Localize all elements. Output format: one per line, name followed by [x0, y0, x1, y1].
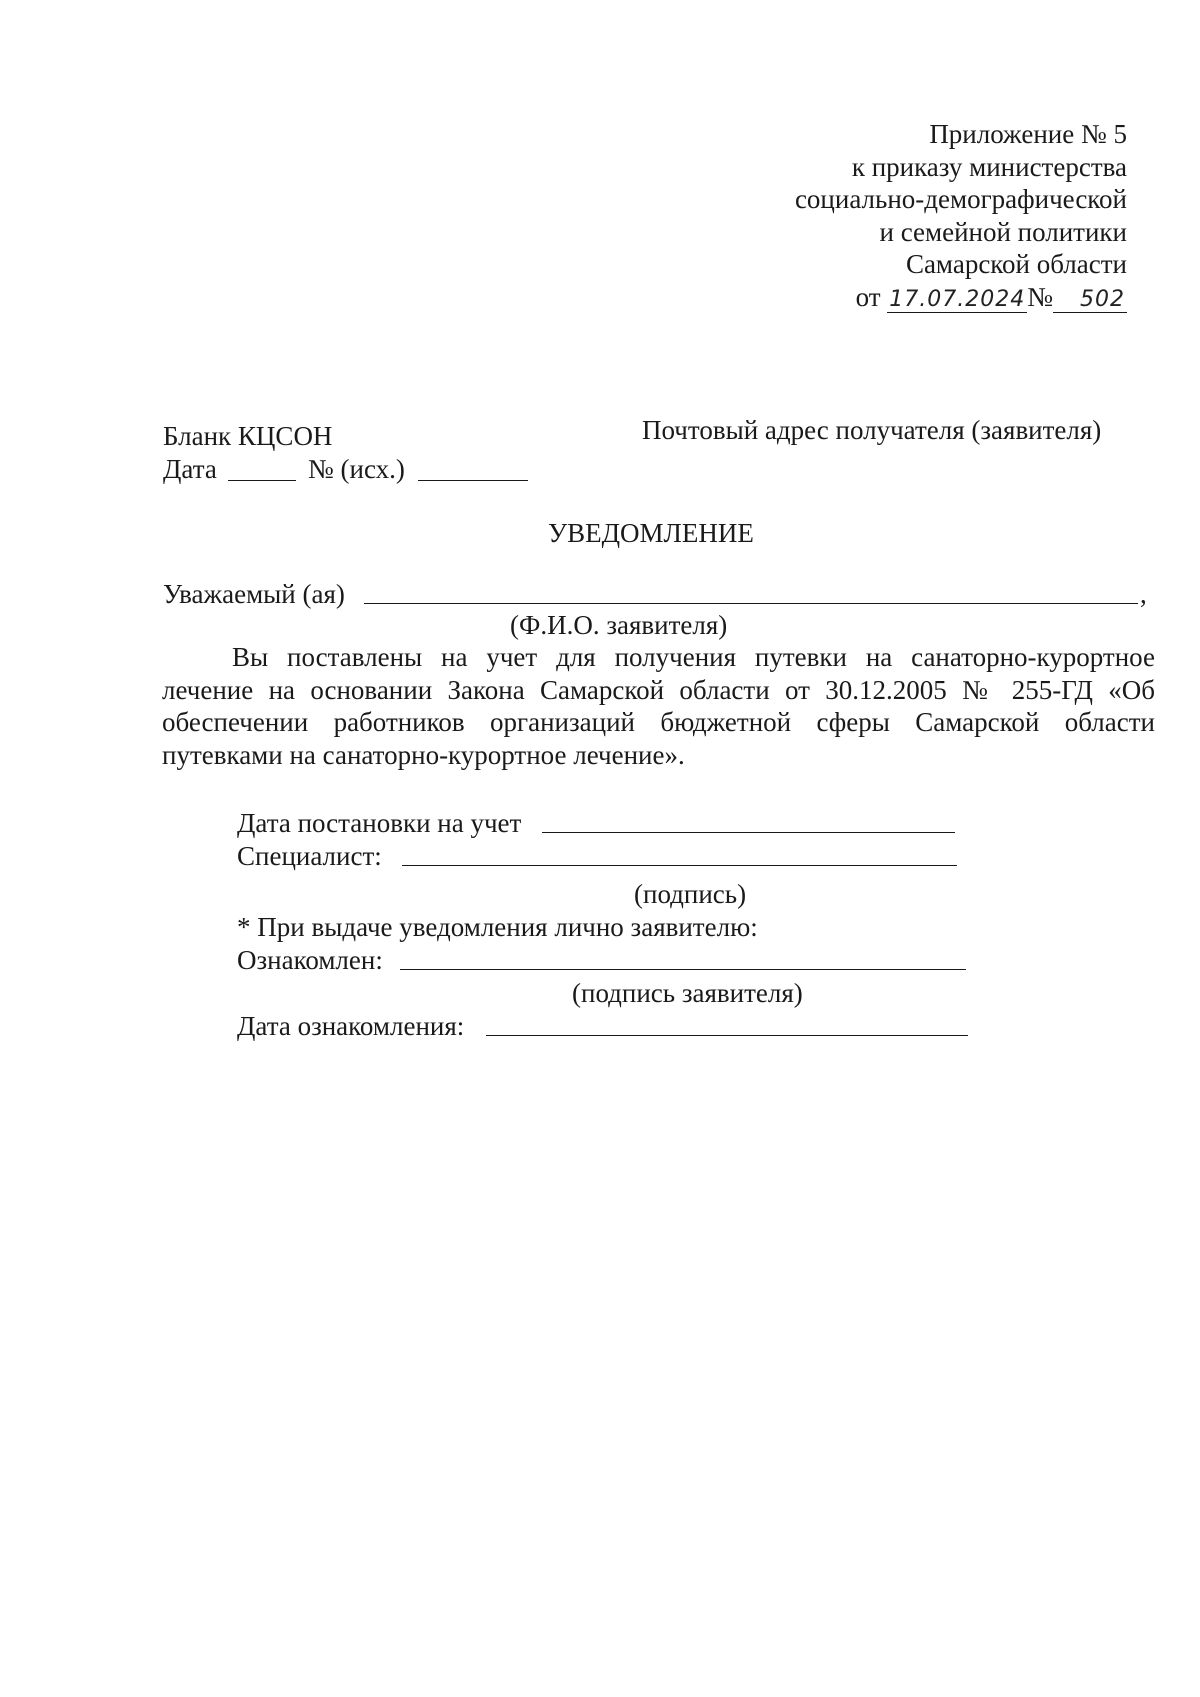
annex-line-order: к приказу министерства — [851, 151, 1127, 182]
signature-caption: (подпись) — [634, 879, 747, 909]
acquaint-date-line — [486, 1035, 968, 1036]
annex-title: Приложение № 5 — [929, 119, 1127, 149]
acquainted-line — [400, 969, 966, 970]
handwritten-date: 17.07.2024 — [889, 286, 1026, 312]
applicant-signature-caption: (подпись заявителя) — [572, 978, 803, 1008]
postal-address-label: Почтовый адрес получателя (заявителя) — [642, 415, 1102, 445]
applicant-name-caption: (Ф.И.О. заявителя) — [510, 610, 728, 640]
applicant-name-line — [364, 603, 1138, 604]
annex-date-prefix: от — [855, 281, 881, 312]
outgoing-number-blank-line — [418, 480, 528, 481]
date-blank-line — [228, 480, 296, 481]
registration-date-line — [542, 832, 955, 833]
personal-delivery-note: * При выдаче уведомления лично заявителю: — [237, 912, 758, 942]
annex-block — [795, 118, 1127, 313]
annex-line-policy: и семейной политики — [879, 216, 1127, 247]
date-label: Дата — [163, 454, 217, 484]
document-title: УВЕДОМЛЕНИЕ — [548, 518, 754, 548]
specialist-label: Специалист: — [237, 841, 382, 871]
annex-line-ministry: социально-демографической — [794, 184, 1127, 214]
annex-line-region: Самарской области — [905, 249, 1127, 279]
salutation-comma: , — [1140, 579, 1147, 609]
salutation-label: Уважаемый (ая) — [163, 579, 345, 609]
acquainted-label: Ознакомлен: — [237, 945, 383, 975]
annex-date-line — [795, 281, 1127, 314]
notification-text: Вы поставлены на учет для получения путевки на санаторно-курортное лечение на основании Закона Самарской области от 30.12.2005 № 255-ГД «Об обеспечении работников организаций бюджетной сферы Самарской области путевками на санаторно-курортное лечение». — [162, 642, 1155, 770]
notification-body — [162, 641, 1155, 771]
acquaint-date-label: Дата ознакомления: — [237, 1011, 465, 1041]
blank-label: Бланк КЦСОН — [163, 421, 333, 451]
outgoing-number-label: № (исх.) — [308, 454, 405, 484]
handwritten-number: 502 — [1053, 288, 1127, 313]
registration-date-label: Дата постановки на учет — [237, 808, 522, 838]
annex-number-prefix: № — [1027, 281, 1053, 312]
specialist-line — [402, 865, 957, 866]
